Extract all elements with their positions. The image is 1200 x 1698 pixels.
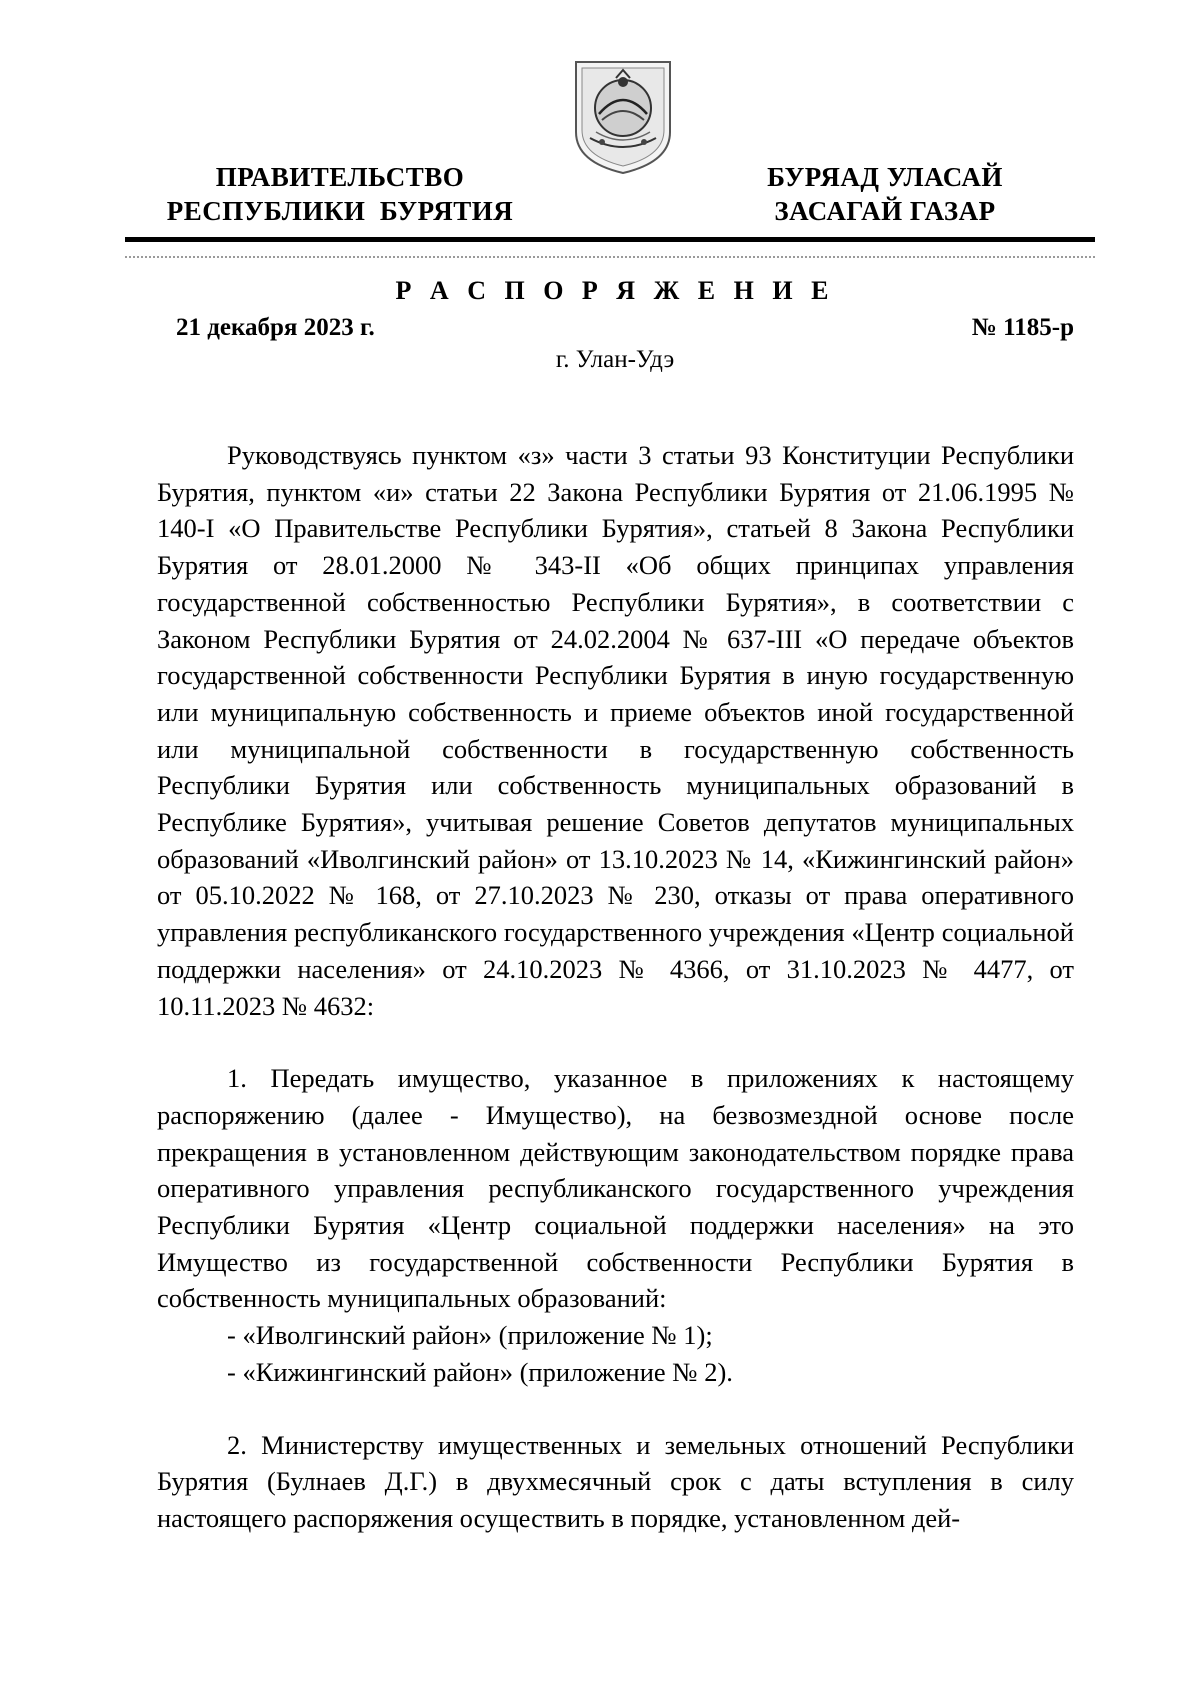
item-1-paragraph: 1. Передать имущество, указанное в приложениях к настоящему распоряжению (далее - Имущество), на безвозмездной основе после прекращения в установленном действующим законодательством порядке права оперативного управления республиканского государственного учреждения Республики Бурятия «Центр социальной поддержки населения» на это Имущество из государственной собственности Республики Бурятия в собственность муниципальных образований: — [157, 1063, 1074, 1314]
preamble-paragraph: Руководствуясь пунктом «з» части 3 статьи 93 Конституции Республики Бурятия, пунктом «и» статьи 22 Закона Республики Бурятия от 21.06.1995 № 140-I «О Правительстве Республики Бурятия», статьей 8 Закона Республики Бурятия от 28.01.2000 № 343-II «Об общих принципах управления государственной собственностью Республики Бурятия», в соответствии с Законом Республики Бурятия от 24.02.2004 № 637-III «О передаче объектов государственной собственности Республики Бурятия в иную государственную или муниципальную собственность и приеме объектов иной государственной или муниципальной собственности в государственную собственность Республики Бурятия или собственность муниципальных образований в Республике Бурятия», учитывая решение Советов депутатов муниципальных образований «Иволгинский район» от 13.10.2023 № 14, «Кижингинский район» от 05.10.2022 № 168, от 27.10.2023 № 230, отказы от права оперативного управления республиканского государственного учреждения «Центр социальной поддержки населения» от 24.10.2023 № 4366, от 31.10.2023 № 4477, от 10.11.2023 № 4632: — [157, 440, 1074, 1021]
header-divider-thin — [125, 256, 1095, 258]
coat-of-arms-icon — [572, 58, 674, 176]
issuer-name-russian-line2: РЕСПУБЛИКИ БУРЯТИЯ — [166, 196, 514, 226]
item-1-list-entry: - «Кижингинский район» (приложение № 2). — [227, 1356, 733, 1387]
issuer-name-buryat-line2: ЗАСАГАЙ ГАЗАР — [774, 196, 996, 226]
item-2-paragraph: 2. Министерству имущественных и земельных отношений Республики Бурятия (Булнаев Д.Г.) в двухмесячный срок с даты вступления в силу настоящего распоряжения осуществить в порядке, установленном дей- — [157, 1429, 1074, 1533]
issuer-name-buryat — [730, 160, 1040, 228]
paragraph-spacer — [157, 1391, 1074, 1427]
document-body — [157, 437, 1074, 1537]
header-divider-thick — [125, 237, 1095, 242]
paragraph-spacer — [157, 1024, 1074, 1060]
document-title: Р А С П О Р Я Ж Е Н И Е — [395, 276, 835, 305]
issuer-name-russian-line1: ПРАВИТЕЛЬСТВО — [215, 162, 465, 192]
document-number: № 1185-р — [971, 314, 1074, 341]
issuer-name-buryat-line1: БУРЯАД УЛАСАЙ — [767, 162, 1003, 192]
issuer-name-russian — [150, 160, 530, 228]
document-date: 21 декабря 2023 г. — [176, 314, 375, 341]
document-place: г. Улан-Удэ — [555, 346, 675, 373]
item-1-list-entry: - «Иволгинский район» (приложение № 1); — [227, 1320, 713, 1351]
